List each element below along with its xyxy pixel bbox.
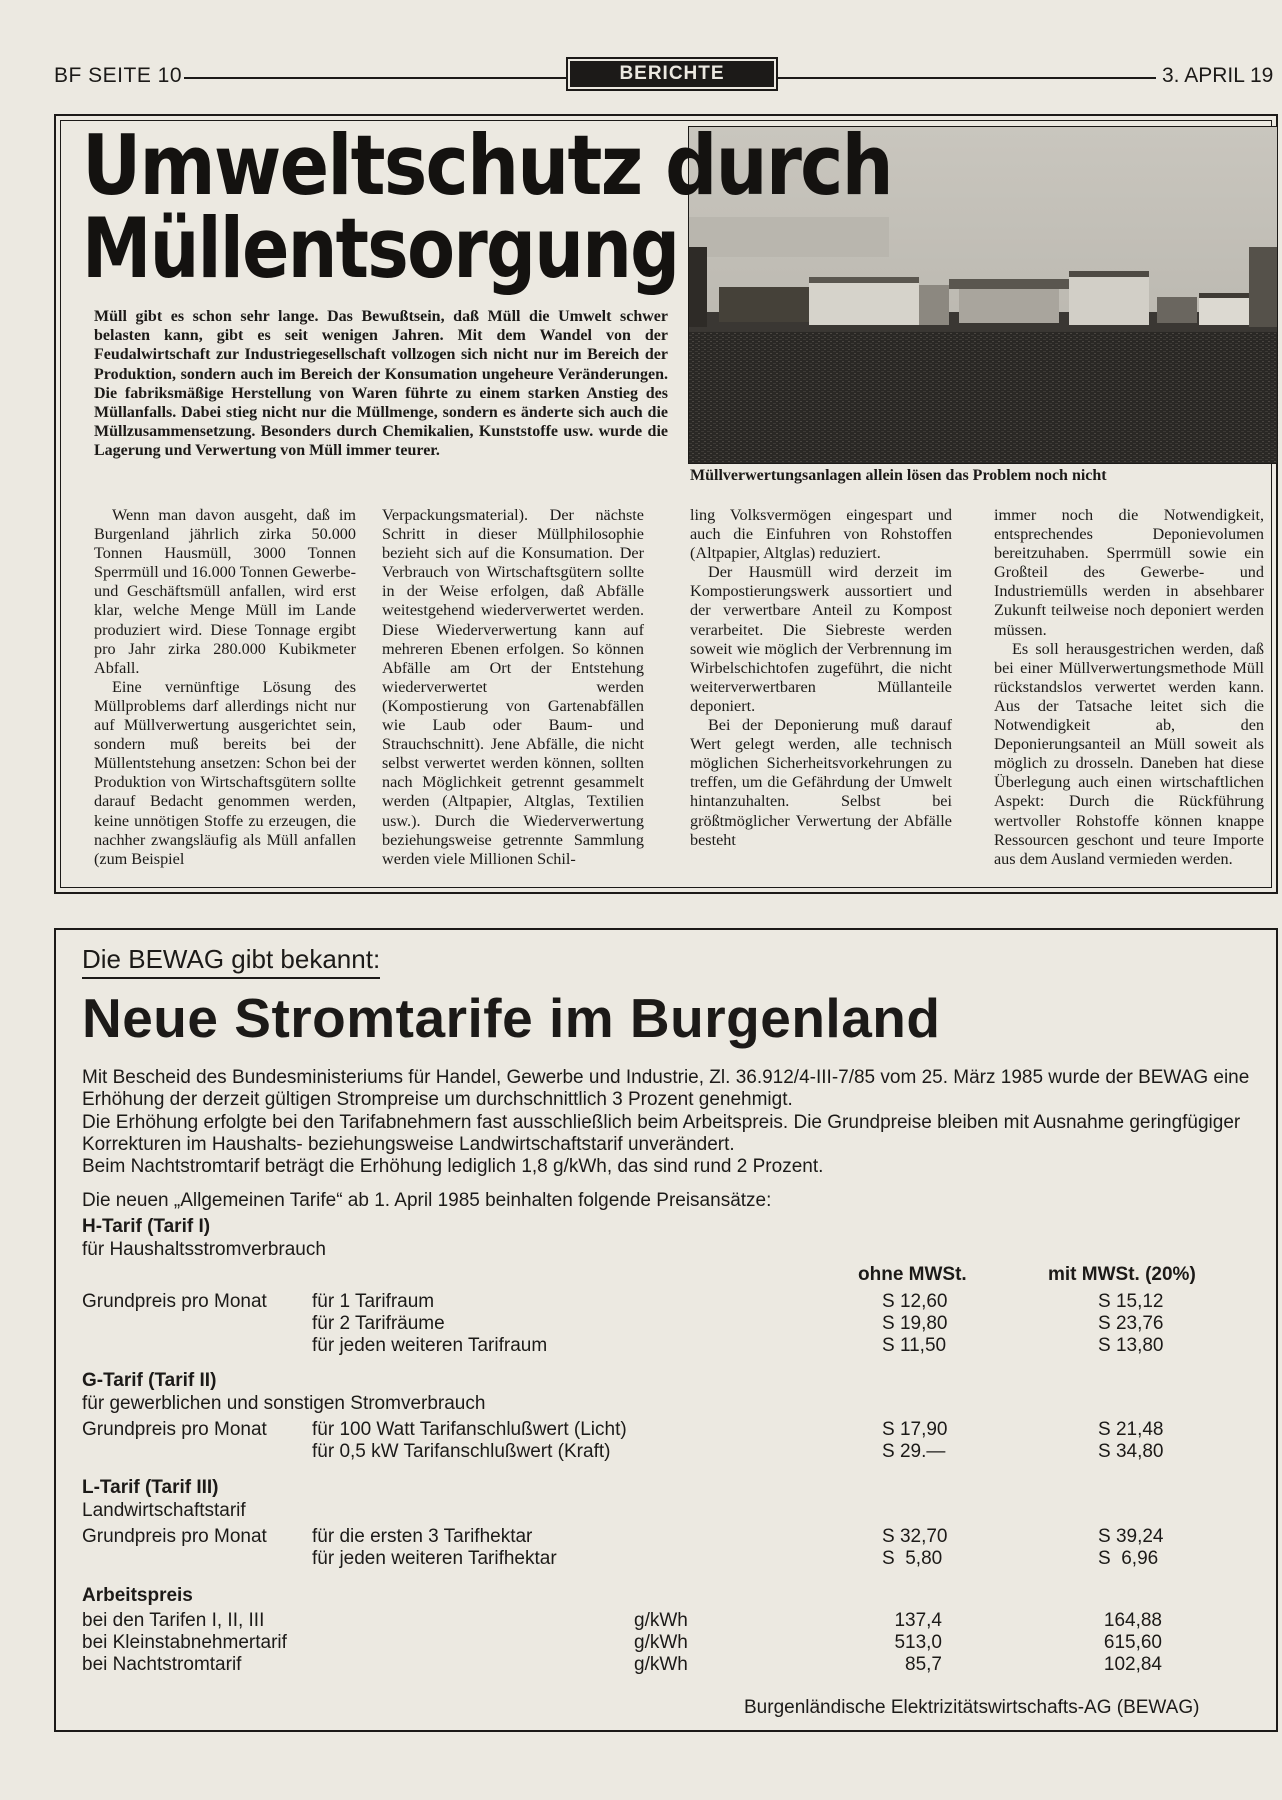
price-net: S 29.— xyxy=(882,1441,946,1462)
header-rule-right xyxy=(778,77,1156,79)
column-header-net: ohne MWSt. xyxy=(858,1264,967,1285)
tariff-row-label: für 2 Tarifräume xyxy=(312,1313,445,1334)
price-gross: S 39,24 xyxy=(1098,1526,1164,1547)
tariff-row-label: für 100 Watt Tarifanschlußwert (Licht) xyxy=(312,1419,627,1440)
section-label-text: BERICHTE xyxy=(570,61,774,87)
header-rule-left xyxy=(184,77,566,79)
l-tariff-title: L-Tarif (Tarif III) xyxy=(82,1477,219,1498)
h-tariff-title: H-Tarif (Tarif I) xyxy=(82,1216,211,1237)
tariff-row-label: für jeden weiteren Tarifhektar xyxy=(312,1548,557,1569)
price-gross: S 15,12 xyxy=(1098,1291,1164,1312)
price-net: 137,4 xyxy=(894,1610,942,1631)
g-tariff-subtitle: für gewerblichen und sonstigen Stromverbrauch xyxy=(82,1393,486,1414)
intro-line-4: Die neuen „Allgemeinen Tarife“ ab 1. April 1985 beinhalten folgende Preisansätze: xyxy=(82,1190,772,1211)
headline-line-2: Müllentsorgung xyxy=(82,200,679,297)
ad-title: Neue Stromtarife im Burgenland xyxy=(82,987,941,1049)
price-gross: S 13,80 xyxy=(1098,1335,1164,1356)
column-header-gross: mit MWSt. (20%) xyxy=(1048,1264,1196,1285)
section-label xyxy=(566,57,778,91)
price-net: S 11,50 xyxy=(882,1335,947,1356)
article-column-4 xyxy=(994,506,1264,869)
grundpreis-label: Grundpreis pro Monat xyxy=(82,1419,267,1440)
paragraph: immer noch die Notwendigkeit, entsprechendes Deponievolumen bereitzuhaben. Sperrmüll sowie ein Großteil des Gewerbe- und Industriemülls werden in absehbarer Zukunft teilweise noch deponiert werden müssen. xyxy=(994,506,1264,639)
price-gross: S 6,96 xyxy=(1098,1548,1159,1569)
paragraph: Bei der Deponierung muß darauf Wert gelegt werden, alle technisch möglichen Sicherheitsvorkehrungen zu treffen, um die Gefährdung der Umwelt hintanzuhalten. Selbst bei größtmöglicher Verwertung der Abfälle besteht xyxy=(690,716,952,849)
tariff-row-label: für jeden weiteren Tarifraum xyxy=(312,1335,548,1356)
price-net: S 32,70 xyxy=(882,1526,948,1547)
page-number: BF SEITE 10 xyxy=(54,64,183,87)
unit: g/kWh xyxy=(634,1610,688,1631)
photo-caption: Müllverwertungsanlagen allein lösen das Problem noch nicht xyxy=(690,467,1107,484)
intro-line-1: Mit Bescheid des Bundesministeriums für Handel, Gewerbe und Industrie, Zl. 36.912/4-III-7/85 vom 25. März 1985 wurde der BEWAG eine Erhöhung der derzeit gültigen Strompreise um durchschnittlich 3 Prozent genehmigt. xyxy=(82,1067,1250,1111)
paragraph: Eine vernünftige Lösung des Müllproblems darf allerdings nicht nur auf Müllverwertung ausgerichtet sein, sondern muß bereits bei der Müllentstehung ansetzen: Schon bei der Produktion von Wirtschaftsgütern sollte darauf Bedacht genommen werden, keine unnötigen Stoffe zu erzeugen, die nachher zwangsläufig als Müll anfallen (zum Beispiel xyxy=(94,677,356,868)
price-net: 85,7 xyxy=(905,1654,942,1675)
article-lead: Müll gibt es schon sehr lange. Das Bewußtsein, daß Müll die Umwelt schwer belasten kann, gibt es seit wenigen Jahren. Mit dem Wandel von der Feudalwirtschaft zur Industriegesellschaft vollzogen sich nicht nur im Bereich der Produktion, sondern auch im Bereich der Konsumation ungeheure Veränderungen. Die fabriksmäßige Herstellung von Waren führte zu einem starken Anstieg des Müllanfalls. Dabei stieg nicht nur die Müllmenge, sondern es änderte sich auch die Müllzusammensetzung. Besonders durch Chemikalien, Kunststoffe usw. wurde die Lagerung und Verwertung von Müll immer teurer. xyxy=(94,308,668,460)
headline-line-1: Umweltschutz durch xyxy=(82,117,892,214)
price-net: S 19,80 xyxy=(882,1313,948,1334)
grundpreis-label: Grundpreis pro Monat xyxy=(82,1526,267,1547)
article-column-1 xyxy=(94,506,356,869)
tariff-row-label: bei Nachtstromtarif xyxy=(82,1654,242,1675)
paragraph: Es soll herausgestrichen werden, daß bei einer Müllverwertungsmethode Müll rückstandslos verwertet werden kann. Aus der Tatsache leitet sich die Notwendigkeit ab, den Deponierungsanteil an Müll soweit als möglich zu drosseln. Daneben hat diese Überlegung auch einen wirtschaftlichen Aspekt: Durch die Rückführung wertvoller Rohstoffe können knappe Ressourcen geschont und teure Importe aus dem Ausland vermieden werden. xyxy=(994,639,1264,868)
paragraph: Verpackungsmaterial). Der nächste Schritt in dieser Müllphilosophie bezieht sich auf die Konsumation. Der Verbrauch von Wirtschaftsgütern sollte in der Weise erfolgen, daß Abfälle weitestgehend wiederverwertet werden. Diese Wiederverwertung kann auf mehreren Ebenen erfolgen. So können Abfälle am Ort der Entstehung wiederverwertet werden (Kompostierung von Gartenabfällen wie Laub oder Baum- und Strauchschnitt). Jene Abfälle, die nicht selbst verwertet werden können, sollten nach Möglichkeit getrennt gesammelt werden (Altpapier, Altglas, Textilien usw.). Durch die Wiederverwertung beziehungsweise getrennte Sammlung werden viele Millionen Schil- xyxy=(382,506,644,868)
paragraph: Der Hausmüll wird derzeit im Kompostierungswerk aussortiert und der verwertbare Anteil zu Kompost verarbeitet. Die Siebreste werden soweit wie möglich der Verbrennung im Wirbelschichtofen zugeführt, die nicht weiterverwertbaren Müllanteile deponiert. xyxy=(690,563,952,715)
paragraph: Wenn man davon ausgeht, daß im Burgenland jährlich zirka 50.000 Tonnen Hausmüll, 3000 Tonnen Sperrmüll und 16.000 Tonnen Gewerbe- und Geschäftsmüll anfallen, wird erst klar, welche Menge Müll im Lande produziert wird. Diese Tonnage ergibt pro Jahr zirka 280.000 Kubikmeter Abfall. xyxy=(94,506,356,677)
article-column-3 xyxy=(690,506,952,850)
price-gross: 102,84 xyxy=(1103,1654,1162,1675)
intro-line-3: Beim Nachtstromtarif beträgt die Erhöhung lediglich 1,8 g/kWh, das sind rund 2 Prozent. xyxy=(82,1156,824,1178)
price-gross: 615,60 xyxy=(1103,1632,1162,1653)
l-tariff-subtitle: Landwirtschaftstarif xyxy=(82,1500,246,1521)
tariff-row-label: für 0,5 kW Tarifanschlußwert (Kraft) xyxy=(312,1441,611,1462)
article-column-2 xyxy=(382,506,644,869)
issue-date: 3. APRIL 19 xyxy=(1162,64,1274,87)
ad-intro xyxy=(82,1067,1272,1178)
price-gross: 164,88 xyxy=(1103,1610,1162,1631)
price-net: 513,0 xyxy=(894,1632,942,1653)
price-gross: S 21,48 xyxy=(1098,1419,1164,1440)
paragraph: ling Volksvermögen eingespart und auch die Einfuhren von Rohstoffen (Altpapier, Altglas) reduziert. xyxy=(690,506,952,563)
price-net: S 12,60 xyxy=(882,1291,948,1312)
unit: g/kWh xyxy=(634,1632,688,1653)
g-tariff-title: G-Tarif (Tarif II) xyxy=(82,1370,217,1391)
ad-kicker: Die BEWAG gibt bekannt: xyxy=(82,944,380,979)
price-gross: S 34,80 xyxy=(1098,1441,1164,1462)
tariff-row-label: bei den Tarifen I, II, III xyxy=(82,1610,265,1631)
price-net: S 5,80 xyxy=(882,1548,943,1569)
intro-line-2: Die Erhöhung erfolgte bei den Tarifabnehmern fast ausschließlich beim Arbeitspreis. Die Grundpreise bleiben mit Ausnahme geringfügiger Korrekturen im Haushalts- beziehungsweise Landwirtschaftstarif unverändert. xyxy=(82,1111,1241,1155)
article-headline xyxy=(82,117,1002,297)
ad-signature: Burgenländische Elektrizitätswirtschafts-AG (BEWAG) xyxy=(744,1697,1200,1718)
tariff-row-label: für die ersten 3 Tarifhektar xyxy=(312,1526,533,1547)
arbeitspreis-title: Arbeitspreis xyxy=(82,1585,193,1606)
unit: g/kWh xyxy=(634,1654,688,1675)
tariff-row-label: für 1 Tarifraum xyxy=(312,1291,435,1312)
price-net: S 17,90 xyxy=(882,1419,948,1440)
tariff-row-label: bei Kleinstabnehmertarif xyxy=(82,1632,287,1653)
price-gross: S 23,76 xyxy=(1098,1313,1164,1334)
h-tariff-subtitle: für Haushaltsstromverbrauch xyxy=(82,1239,326,1260)
grundpreis-label: Grundpreis pro Monat xyxy=(82,1291,267,1312)
